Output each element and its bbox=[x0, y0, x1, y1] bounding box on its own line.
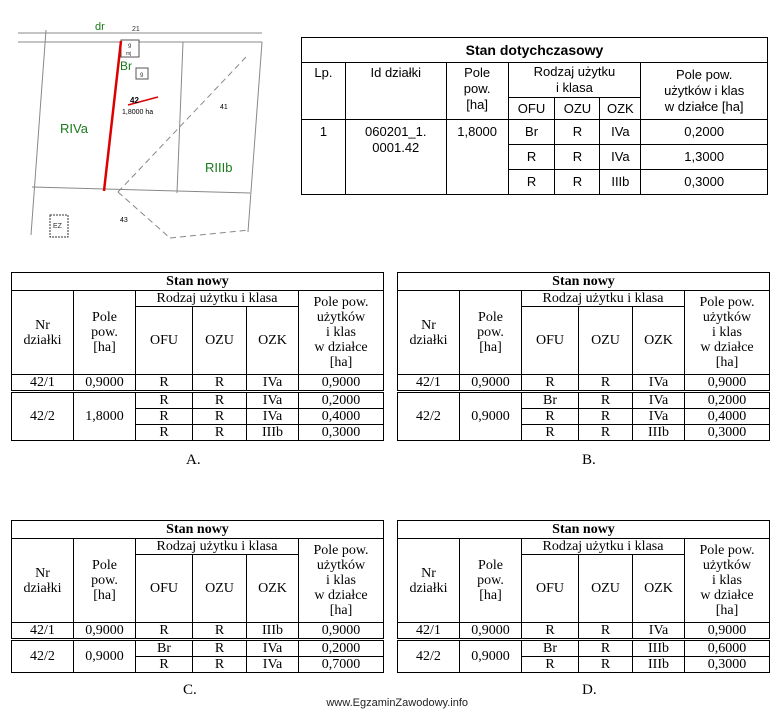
header-rodzaj: Rodzaj użytku i klasa bbox=[522, 291, 685, 307]
cell-pow: 0,3000 bbox=[641, 170, 768, 195]
table-row bbox=[398, 623, 770, 640]
cell-pole: 1,8000 bbox=[446, 120, 508, 195]
header-ozu: OZU bbox=[555, 98, 600, 120]
table-title: Stan nowy bbox=[398, 521, 770, 539]
header-ofu: OFU bbox=[136, 307, 193, 375]
cell-ofu: R bbox=[522, 657, 579, 673]
map-parcel-number: 42 bbox=[130, 96, 139, 105]
cell-ozk: IVa bbox=[633, 409, 685, 425]
cell-pow: 0,3000 bbox=[685, 657, 770, 673]
table-option-c bbox=[11, 520, 384, 673]
table-row bbox=[12, 623, 384, 640]
cell-id: 060201_1. 0001.42 bbox=[345, 120, 446, 195]
table-title: Stan nowy bbox=[398, 273, 770, 291]
map-road-number: 21 bbox=[132, 26, 140, 33]
map-riva-label: RIVa bbox=[60, 121, 88, 136]
header-ofu: OFU bbox=[522, 307, 579, 375]
cell-pole: 0,9000 bbox=[74, 623, 136, 640]
cell-nr: 42/2 bbox=[12, 640, 74, 673]
cell-ofu: Br bbox=[508, 120, 555, 145]
cell-pow: 0,2000 bbox=[299, 640, 384, 657]
header-lp: Lp. bbox=[302, 63, 346, 120]
header-pole-pow: Pole pow. użytków i klas w działce [ha] bbox=[299, 539, 384, 623]
header-ozu: OZU bbox=[193, 307, 247, 375]
cell-ozk: IVa bbox=[600, 120, 641, 145]
cell-ozu: R bbox=[555, 170, 600, 195]
cell-ofu: R bbox=[136, 409, 193, 425]
header-id: Id działki bbox=[345, 63, 446, 120]
table-row bbox=[398, 375, 770, 392]
cell-ozu: R bbox=[555, 145, 600, 170]
header-pole-pow: Pole pow. użytków i klas w działce [ha] bbox=[299, 291, 384, 375]
cell-ozu: R bbox=[193, 409, 247, 425]
cell-nr: 42/1 bbox=[398, 375, 460, 392]
header-ozk: OZK bbox=[633, 307, 685, 375]
cell-pole: 0,9000 bbox=[460, 640, 522, 673]
table-row bbox=[398, 392, 770, 409]
header-nr: Nr działki bbox=[398, 291, 460, 375]
cell-ozk: IVa bbox=[247, 375, 299, 392]
cell-ofu: Br bbox=[522, 640, 579, 657]
table-row bbox=[398, 640, 770, 657]
cell-pow: 1,3000 bbox=[641, 145, 768, 170]
cell-ozk: IVa bbox=[633, 375, 685, 392]
map-building-sublabel: mj bbox=[126, 51, 132, 57]
cell-ozk: IVa bbox=[247, 392, 299, 409]
cell-ozk: IVa bbox=[633, 392, 685, 409]
header-pole-pow: Pole pow. użytków i klas w działce [ha] bbox=[685, 291, 770, 375]
header-pole-pow: Pole pow. użytków i klas w działce [ha] bbox=[641, 63, 768, 120]
cell-pow: 0,3000 bbox=[685, 425, 770, 441]
footer-watermark: www.EgzaminZawodowy.info bbox=[326, 697, 468, 709]
cell-ozu: R bbox=[579, 375, 633, 392]
header-ofu: OFU bbox=[508, 98, 555, 120]
parcel-map bbox=[0, 0, 270, 250]
map-road-label: dr bbox=[95, 21, 105, 33]
cell-ofu: R bbox=[136, 375, 193, 392]
cell-pow: 0,6000 bbox=[685, 640, 770, 657]
cell-ozu: R bbox=[579, 657, 633, 673]
table-option-a bbox=[11, 272, 384, 441]
cell-ozu: R bbox=[193, 640, 247, 657]
header-pole-pow: Pole pow. użytków i klas w działce [ha] bbox=[685, 539, 770, 623]
cell-pole: 0,9000 bbox=[460, 623, 522, 640]
cell-ozk: IVa bbox=[633, 623, 685, 640]
map-ez-label: EZ bbox=[53, 223, 62, 230]
caption-b: B. bbox=[582, 452, 596, 468]
table-row bbox=[12, 375, 384, 392]
cell-pole: 0,9000 bbox=[74, 375, 136, 392]
cell-ozk: IVa bbox=[247, 409, 299, 425]
cell-ofu: Br bbox=[522, 392, 579, 409]
header-ozu: OZU bbox=[579, 307, 633, 375]
cell-ozk: IIIb bbox=[600, 170, 641, 195]
cell-pow: 0,2000 bbox=[641, 120, 768, 145]
cell-pow: 0,4000 bbox=[685, 409, 770, 425]
header-pole: Pole pow. [ha] bbox=[446, 63, 508, 120]
map-43-label: 43 bbox=[120, 217, 128, 224]
caption-d: D. bbox=[582, 682, 597, 698]
header-pole: Pole pow. [ha] bbox=[460, 539, 522, 623]
cell-ozu: R bbox=[579, 623, 633, 640]
map-building2-label: 9 bbox=[140, 73, 144, 79]
map-riiib-label: RIIIb bbox=[205, 160, 233, 175]
cell-ozu: R bbox=[193, 657, 247, 673]
cell-pole: 0,9000 bbox=[74, 640, 136, 673]
cell-ofu: R bbox=[136, 392, 193, 409]
cell-pow: 0,3000 bbox=[299, 425, 384, 441]
cell-ozu: R bbox=[193, 375, 247, 392]
table-title: Stan dotychczasowy bbox=[302, 38, 768, 63]
cell-ozk: IIIb bbox=[247, 425, 299, 441]
cell-pole: 0,9000 bbox=[460, 392, 522, 441]
header-rodzaj: Rodzaj użytku i klasa bbox=[136, 291, 299, 307]
header-nr: Nr działki bbox=[398, 539, 460, 623]
cell-nr: 42/1 bbox=[12, 375, 74, 392]
cell-nr: 42/1 bbox=[398, 623, 460, 640]
cell-ozu: R bbox=[193, 392, 247, 409]
header-ozk: OZK bbox=[247, 307, 299, 375]
cell-pow: 0,9000 bbox=[299, 623, 384, 640]
cell-ozk: IVa bbox=[600, 145, 641, 170]
cell-pow: 0,9000 bbox=[299, 375, 384, 392]
cell-pow: 0,4000 bbox=[299, 409, 384, 425]
cell-ozu: R bbox=[579, 392, 633, 409]
header-ozu: OZU bbox=[579, 555, 633, 623]
caption-c: C. bbox=[183, 682, 197, 698]
cell-pow: 0,9000 bbox=[685, 375, 770, 392]
cell-nr: 42/2 bbox=[398, 640, 460, 673]
cell-ofu: R bbox=[136, 623, 193, 640]
cell-pow: 0,7000 bbox=[299, 657, 384, 673]
cell-ofu: R bbox=[136, 425, 193, 441]
table-row bbox=[12, 640, 384, 657]
header-ozk: OZK bbox=[633, 555, 685, 623]
cell-lp: 1 bbox=[302, 120, 346, 195]
cell-ofu: R bbox=[508, 170, 555, 195]
cell-ozu: R bbox=[193, 623, 247, 640]
header-ozk: OZK bbox=[247, 555, 299, 623]
header-rodzaj: Rodzaj użytku i klasa bbox=[136, 539, 299, 555]
header-rodzaj: Rodzaj użytku i klasa bbox=[522, 539, 685, 555]
cell-ofu: R bbox=[136, 657, 193, 673]
table-title: Stan nowy bbox=[12, 273, 384, 291]
cell-pole: 0,9000 bbox=[460, 375, 522, 392]
header-rodzaj: Rodzaj użytku i klasa bbox=[508, 63, 641, 98]
cell-ofu: Br bbox=[136, 640, 193, 657]
table-stan-dotychczasowy bbox=[301, 37, 768, 195]
header-pole: Pole pow. [ha] bbox=[74, 539, 136, 623]
cell-ozu: R bbox=[193, 425, 247, 441]
cell-ozu: R bbox=[579, 409, 633, 425]
cell-ozk: IIIb bbox=[633, 657, 685, 673]
cell-ofu: R bbox=[522, 425, 579, 441]
cell-ozk: IIIb bbox=[247, 623, 299, 640]
table-option-b bbox=[397, 272, 770, 441]
cell-ofu: R bbox=[508, 145, 555, 170]
cell-ozu: R bbox=[555, 120, 600, 145]
cell-ozu: R bbox=[579, 640, 633, 657]
table-option-d bbox=[397, 520, 770, 673]
cell-nr: 42/1 bbox=[12, 623, 74, 640]
header-nr: Nr działki bbox=[12, 291, 74, 375]
cell-nr: 42/2 bbox=[398, 392, 460, 441]
cell-ozu: R bbox=[579, 425, 633, 441]
cell-ozk: IVa bbox=[247, 657, 299, 673]
header-ofu: OFU bbox=[522, 555, 579, 623]
caption-a: A. bbox=[186, 452, 201, 468]
cell-pow: 0,9000 bbox=[685, 623, 770, 640]
cell-ozk: IIIb bbox=[633, 640, 685, 657]
cell-nr: 42/2 bbox=[12, 392, 74, 441]
table-row bbox=[12, 392, 384, 409]
map-41-label: 41 bbox=[220, 104, 228, 111]
map-br-label: Br bbox=[120, 59, 132, 73]
map-parcel-area: 1,8000 ha bbox=[122, 109, 154, 116]
header-nr: Nr działki bbox=[12, 539, 74, 623]
header-ozu: OZU bbox=[193, 555, 247, 623]
cell-pow: 0,2000 bbox=[685, 392, 770, 409]
cell-ozk: IIIb bbox=[633, 425, 685, 441]
header-pole: Pole pow. [ha] bbox=[74, 291, 136, 375]
cell-ofu: R bbox=[522, 375, 579, 392]
header-ofu: OFU bbox=[136, 555, 193, 623]
cell-ofu: R bbox=[522, 409, 579, 425]
table-title: Stan nowy bbox=[12, 521, 384, 539]
cell-ofu: R bbox=[522, 623, 579, 640]
cell-pow: 0,2000 bbox=[299, 392, 384, 409]
header-pole: Pole pow. [ha] bbox=[460, 291, 522, 375]
cell-pole: 1,8000 bbox=[74, 392, 136, 441]
map-building-label: 9 bbox=[128, 44, 132, 50]
cell-ozk: IVa bbox=[247, 640, 299, 657]
header-ozk: OZK bbox=[600, 98, 641, 120]
